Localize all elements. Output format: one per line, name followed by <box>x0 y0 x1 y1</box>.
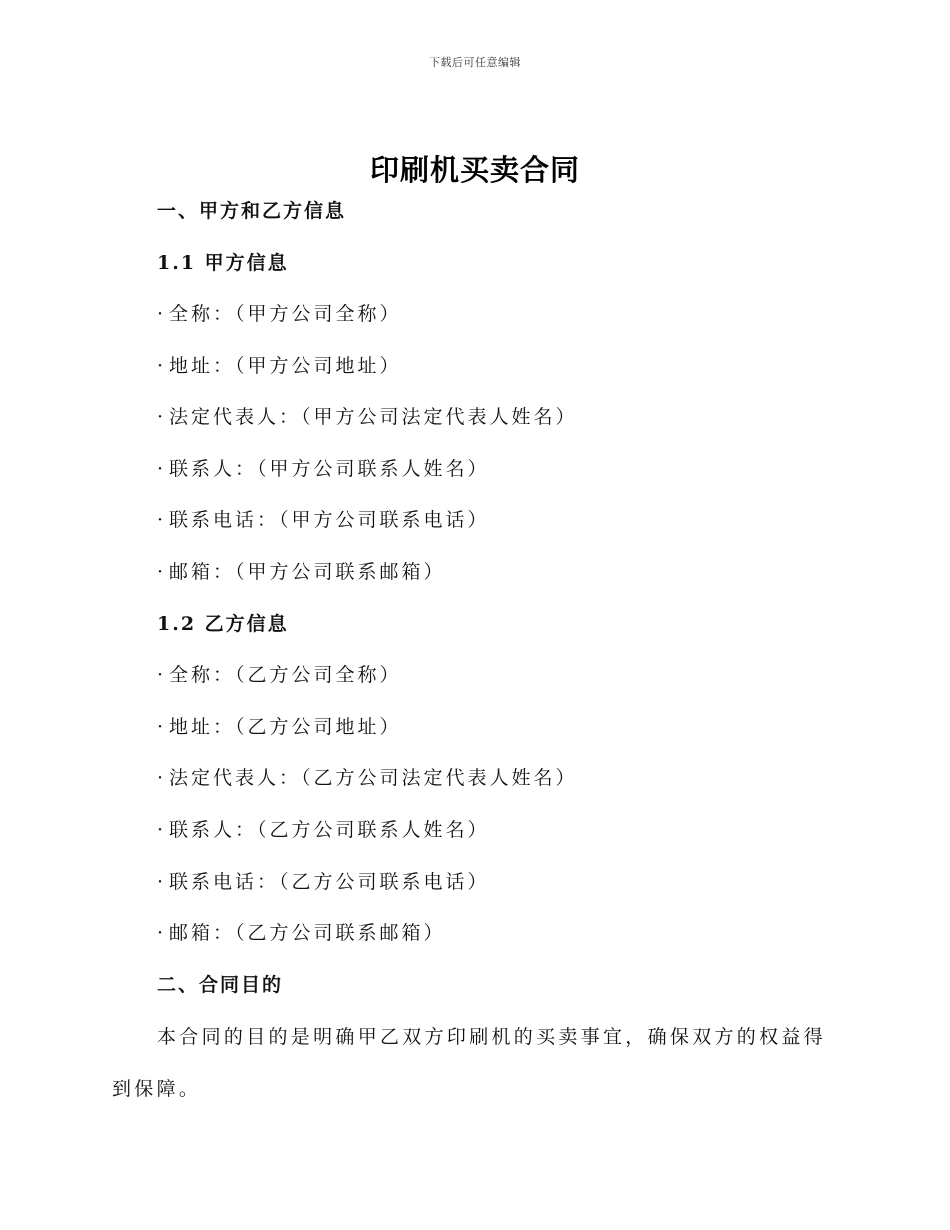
party-b-address: 地址：（乙方公司地址） <box>169 716 402 738</box>
bullet-mark: · <box>157 303 164 325</box>
document-title: 印刷机买卖合同 <box>369 153 580 187</box>
header-note: 下载后可任意编辑 <box>429 56 521 69</box>
party-b-item <box>157 920 446 946</box>
party-a-legal-rep: 法定代表人：（甲方公司法定代表人姓名） <box>169 406 578 428</box>
bullet-mark: · <box>157 716 164 738</box>
bullet-mark: · <box>157 819 164 841</box>
party-a-full-name: 全称：（甲方公司全称） <box>169 303 402 325</box>
section-heading-parties: 一、甲方和乙方信息 <box>157 200 347 222</box>
party-a-item <box>157 559 446 585</box>
party-b-item <box>157 817 490 843</box>
bullet-mark: · <box>157 355 164 377</box>
bullet-mark: · <box>157 922 164 944</box>
party-a-item <box>157 301 402 327</box>
section-heading-purpose: 二、合同目的 <box>157 974 284 996</box>
party-a-item <box>157 404 578 430</box>
bullet-mark: · <box>157 458 164 480</box>
party-a-email: 邮箱：（甲方公司联系邮箱） <box>169 561 446 583</box>
party-a-contact: 联系人：（甲方公司联系人姓名） <box>169 458 490 480</box>
party-b-phone: 联系电话：（乙方公司联系电话） <box>169 871 490 893</box>
bullet-mark: · <box>157 664 164 686</box>
subsection-heading-party-a: 1.1 甲方信息 <box>157 252 289 274</box>
party-b-email: 邮箱：（乙方公司联系邮箱） <box>169 922 446 944</box>
bullet-mark: · <box>157 406 164 428</box>
party-b-item <box>157 714 402 740</box>
subsection-heading-party-b: 1.2 乙方信息 <box>157 613 289 635</box>
party-b-item <box>157 765 578 791</box>
bullet-mark: · <box>157 561 164 583</box>
party-a-item <box>157 507 490 533</box>
party-b-item <box>157 662 402 688</box>
party-b-item <box>157 869 490 895</box>
purpose-paragraph: 本合同的目的是明确甲乙双方印刷机的买卖事宜，确保双方的权益得到保障。 <box>112 1026 827 1100</box>
party-b-legal-rep: 法定代表人：（乙方公司法定代表人姓名） <box>169 767 578 789</box>
party-b-full-name: 全称：（乙方公司全称） <box>169 664 402 686</box>
bullet-mark: · <box>157 767 164 789</box>
party-a-item <box>157 456 490 482</box>
bullet-mark: · <box>157 871 164 893</box>
party-b-contact: 联系人：（乙方公司联系人姓名） <box>169 819 490 841</box>
party-a-address: 地址：（甲方公司地址） <box>169 355 402 377</box>
bullet-mark: · <box>157 509 164 531</box>
party-a-item <box>157 353 402 379</box>
party-a-phone: 联系电话：（甲方公司联系电话） <box>169 509 490 531</box>
